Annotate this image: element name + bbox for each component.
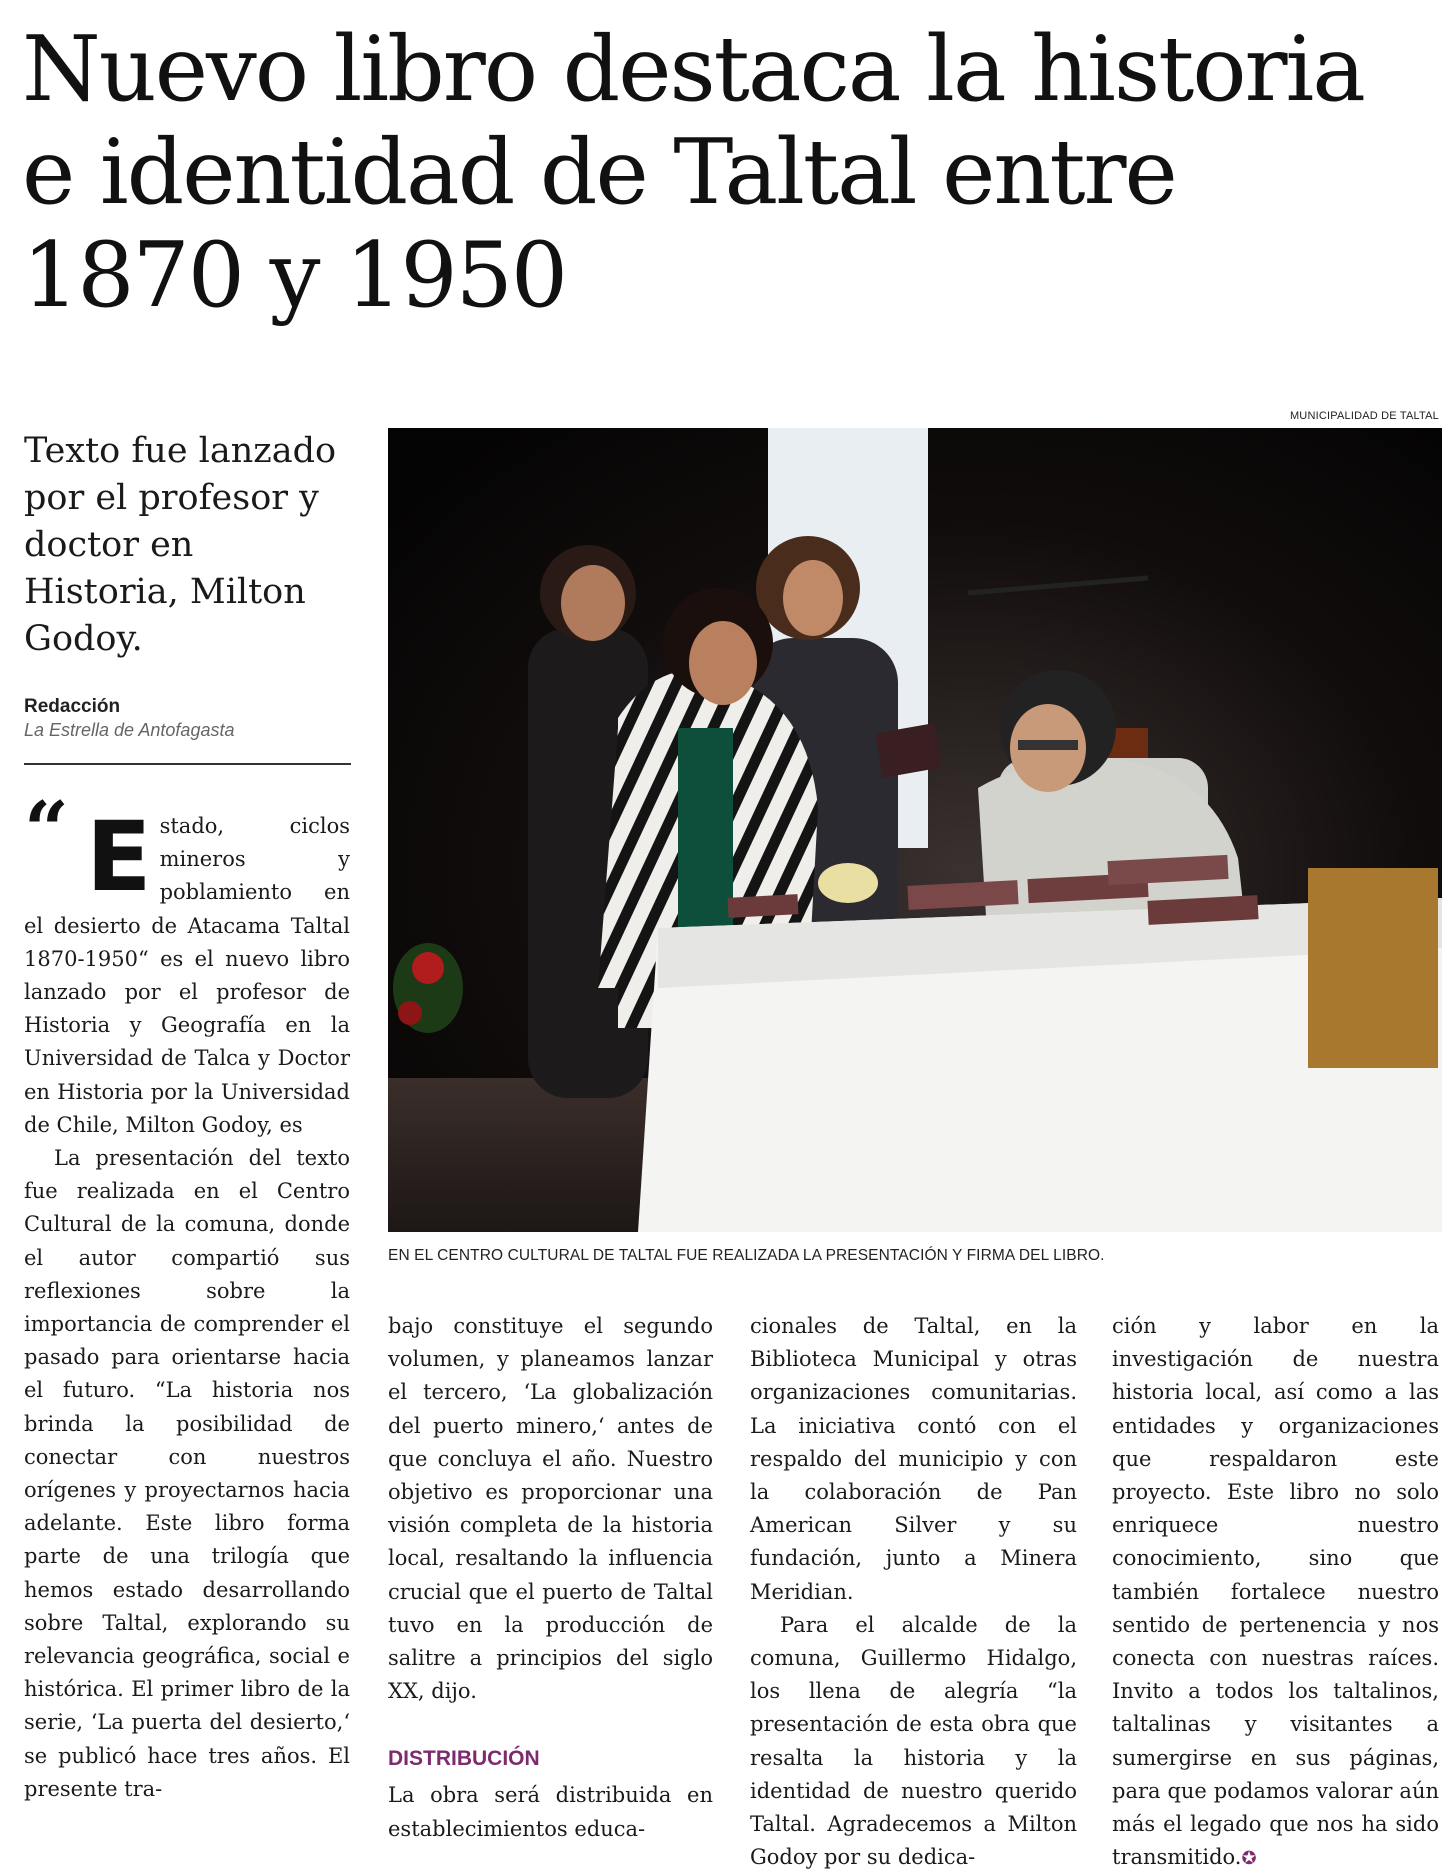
body-paragraph: stado, ciclos mineros y poblamiento en el desierto de Atacama Taltal 1870-1950“ es el nuevo libro lanzado por el profesor de Historia y Geografía en la Universidad de Talca y Doctor en Historia por la Universidad de Chile, Milton Godoy, es [24,814,350,1137]
body-paragraph: La presentación del texto fue realizada en el Centro Cultural de la comuna, donde el autor compartió sus reflexiones sobre la importancia de comprender el pasado para orientarse hacia el futuro. “La historia nos brinda la posibilidad de conectar con nuestros orígenes y proyectarnos hacia adelante. Este libro forma parte de una trilogía que hemos estado desarrollando sobre Taltal, explorando su relevancia geográfica, social e histórica. El primer libro de la serie, ‘La puerta del desierto,‘ se publicó hace tres años. El presente tra- [24,1146,350,1801]
drop-cap: E [86,801,152,913]
book-signing-photo [388,428,1442,1232]
body-paragraph [1112,1310,1439,1875]
photo-caption: EN EL CENTRO CULTURAL DE TALTAL FUE REALIZADA LA PRESENTACIÓN Y FIRMA DEL LIBRO. [388,1247,1105,1264]
photo-credit: MUNICIPALIDAD DE TALTAL [1289,410,1439,422]
body-paragraph: Para el alcalde de la comuna, Guillermo Hidalgo, los llena de alegría “la presentación de esta obra que resalta la historia y la identidad de nuestro querido Taltal. Agradecemos a Milton Godoy por su dedica- [750,1612,1077,1870]
author-name: Redacción [24,696,121,717]
article-photo [388,428,1442,1232]
article-column-1 [24,785,350,1806]
outlet-name: La Estrella de Antofagasta [24,720,235,740]
end-mark-icon: ✪ [1241,1848,1257,1870]
closing-paragraph-text: ción y labor en la investigación de nuestra historia local, así como a las entidades y organizaciones que respaldaron este proyecto. Este libro no solo enriquece nuestro conocimiento, sino que también fortalece nuestro sentido de pertenencia y nos conecta con nuestras raíces. Invito a todos los taltalinos, taltalinas y visitantes a sumergirse en sus páginas, para que podamos valorar aún más el legado que nos ha sido transmitido. [1112,1314,1439,1870]
article-column-2 [388,1310,713,1846]
body-paragraph: cionales de Taltal, en la Biblioteca Municipal y otras organizaciones comunitarias. La iniciativa contó con el respaldo del municipio y con la colaboración de Pan American Silver y su fundación, junto a Minera Meridian. [750,1314,1077,1604]
body-paragraph: bajo constituye el segundo volumen, y planeamos lanzar el tercero, ‘La globalización del puerto minero,‘ antes de que concluya el año. Nuestro objetivo es proporcionar una visión completa de la historia local, resaltando la influencia crucial que el puerto de Taltal tuvo en la producción de salitre a principios del siglo XX, dijo. [388,1314,713,1704]
byline [24,696,354,741]
article-column-4 [1112,1310,1439,1875]
dropcap-paragraph [24,785,350,1142]
article-column-3 [750,1310,1077,1874]
opening-quote-mark: “ [24,785,69,876]
body-paragraph: La obra será distribuida en establecimientos educa- [388,1783,713,1841]
section-subhead: DISTRIBUCIÓN [388,1747,540,1771]
headline: Nuevo libro destaca la historia e identidad de Taltal entre 1870 y 1950 [22,17,1364,328]
subtitle: Texto fue lanzado por el profesor y doctor en Historia, Milton Godoy. [24,431,337,659]
byline-divider [24,763,351,765]
